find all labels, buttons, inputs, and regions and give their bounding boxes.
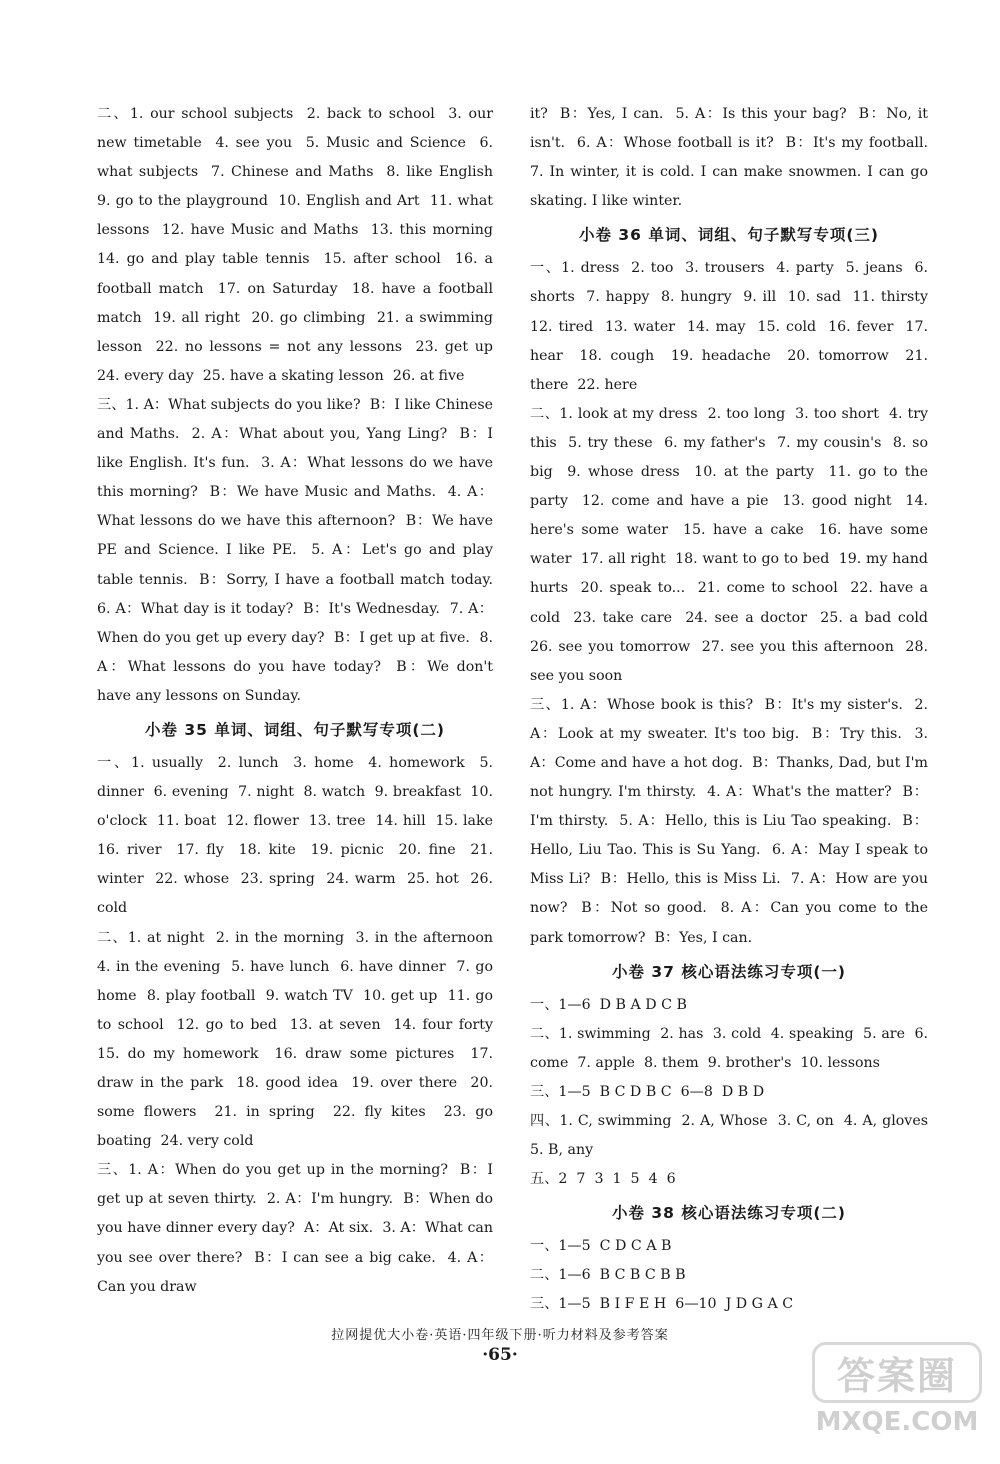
- answer-block-35-part2: 二、1. at night 2. in the morning 3. in the afternoon 4. in the evening 5. have lunch 6. have dinner 7. go home 8. play football 9. watch TV 10. get up 11. go to school 12. go to bed 13. at seven 14. four forty 15. do my homework 16. draw some pictures 17. draw in the park 18. good idea 19. over there 20. some flowers 21. in spring 22. fly kites 23. go boating 24. very cold: [97, 929, 503, 1150]
- left-column: [97, 100, 503, 1302]
- answer-block-37-part4: 四、1. C, swimming 2. A, Whose 3. C, on 4. A, gloves 5. B, any: [530, 1113, 938, 1159]
- footer-book-title: 拉网提优大小卷·英语·四年级下册·听力材料及参考答案: [331, 1328, 669, 1343]
- page-number: ·65·: [482, 1345, 518, 1365]
- answer-block-38-part3: 三、1—5 B I F E H 6—10 J D G A C: [530, 1296, 794, 1313]
- answer-block-35-part3-continued: it? B：Yes, I can. 5. A：Is this your bag? B：No, it isn't. 6. A：Whose football is it? B：It's my football. 7. In winter, it is cold. I can make snowmen. I can go skating. I like winter.: [530, 106, 938, 210]
- answer-block-38-part2: 二、1—6 B C B C B B: [530, 1267, 686, 1284]
- answer-block-35-part1: 一、1. usually 2. lunch 3. home 4. homework 5. dinner 6. evening 7. night 8. watch 9. breakfast 10. o'clock 11. boat 12. flower 13. tree 14. hill 15. lake 16. river 17. fly 18. kite 19. picnic 20. fine 21. winter 22. whose 23. spring 24. warm 25. hot 26. cold: [97, 754, 503, 917]
- watermark-site-text: MXQE.COM: [815, 1407, 979, 1437]
- answer-block-37-part1: 一、1—6 D B A D C B: [530, 996, 687, 1013]
- answer-block-37-part3: 三、1—5 B C D B C 6—8 D B D: [530, 1083, 765, 1100]
- watermark-logo-text: 答案圈: [812, 1342, 982, 1403]
- section-heading-37: 小卷 37 核心语法练习专项(一): [611, 962, 847, 981]
- answer-block-36-part1: 一、1. dress 2. too 3. trousers 4. party 5. jeans 6. shorts 7. happy 8. hungry 9. ill 10. sad 11. thirsty 12. tired 13. water 14. may 15. cold 16. fever 17. hear 18. cough 19. headache 20. tomorrow 21. there 22. here: [530, 260, 938, 393]
- answer-block-37-part2: 二、1. swimming 2. has 3. cold 4. speaking 5. are 6. come 7. apple 8. them 9. brother's 10. lessons: [530, 1025, 933, 1071]
- answer-block-35-part3: 三、1. A：When do you get up in the morning? B：I get up at seven thirty. 2. A：I'm hungry. B：When do you have dinner every day? A：At six. 3. A：What can you see over there? B：I can see a big cake. 4. A：Can you draw: [97, 1162, 498, 1295]
- watermark-logo: [812, 1342, 982, 1452]
- answer-block-37-part5: 五、2 7 3 1 5 4 6: [530, 1171, 676, 1188]
- section-heading-38: 小卷 38 核心语法练习专项(二): [611, 1204, 847, 1223]
- section-heading-36: 小卷 36 单词、词组、句子默写专项(三): [578, 226, 880, 245]
- answer-block-36-part3: 三、1. A：Whose book is this? B：It's my sister's. 2. A：Look at my sweater. It's too big. B：Try this. 3. A：Come and have a hot dog. B：Thanks, Dad, but I'm not hungry. I'm thirsty. 4. A：What's the matter? B：I'm thirsty. 5. A：Hello, this is Liu Tao speaking. B：Hello, Liu Tao. This is Su Yang. 6. A：May I speak to Miss Li? B：Hello, this is Miss Li. 7. A：How are you now? B：Not so good. 8. A：Can you come to the park tomorrow? B：Yes, I can.: [530, 696, 933, 946]
- right-column: [530, 100, 938, 1320]
- answer-block-36-part2: 二、1. look at my dress 2. too long 3. too short 4. try this 5. try these 6. my father's 7. my cousin's 8. so big 9. whose dress 10. at the party 11. go to the party 12. come and have a pie 13. good night 14. here's some water 15. have a cake 16. have some water 17. all right 18. want to go to bed 19. my hand hurts 20. speak to... 21. come to school 22. have a cold 23. take care 24. see a doctor 25. a bad cold 26. see you tomorrow 27. see you this afternoon 28. see you soon: [530, 405, 938, 684]
- answer-block-34-part2: 二、1. our school subjects 2. back to school 3. our new timetable 4. see you 5. Music and Science 6. what subjects 7. Chinese and Maths 8. like English 9. go to the playground 10. English and Art 11. what lessons 12. have Music and Maths 13. this morning 14. go and play table tennis 15. after school 16. a football match 17. on Saturday 18. have a football match 19. all right 20. go climbing 21. a swimming lesson 22. no lessons = not any lessons 23. get up 24. every day 25. have a skating lesson 26. at five: [97, 106, 503, 384]
- answer-block-34-part3: 三、1. A：What subjects do you like? B：I like Chinese and Maths. 2. A：What about you, Yang Ling? B：I like English. It's fun. 3. A：What lessons do we have this morning? B：We have Music and Maths. 4. A：What lessons do we have this afternoon? B：We have PE and Science. I like PE. 5. A：Let's go and play table tennis. B：Sorry, I have a football match today. 6. A：What day is it today? B：It's Wednesday. 7. A：When do you get up every day? B：I get up at five. 8. A：What lessons do you have today? B：We don't have any lessons on Sunday.: [97, 396, 503, 704]
- answer-block-38-part1: 一、1—5 C D C A B: [530, 1238, 672, 1255]
- section-heading-35: 小卷 35 单词、词组、句子默写专项(二): [144, 720, 446, 739]
